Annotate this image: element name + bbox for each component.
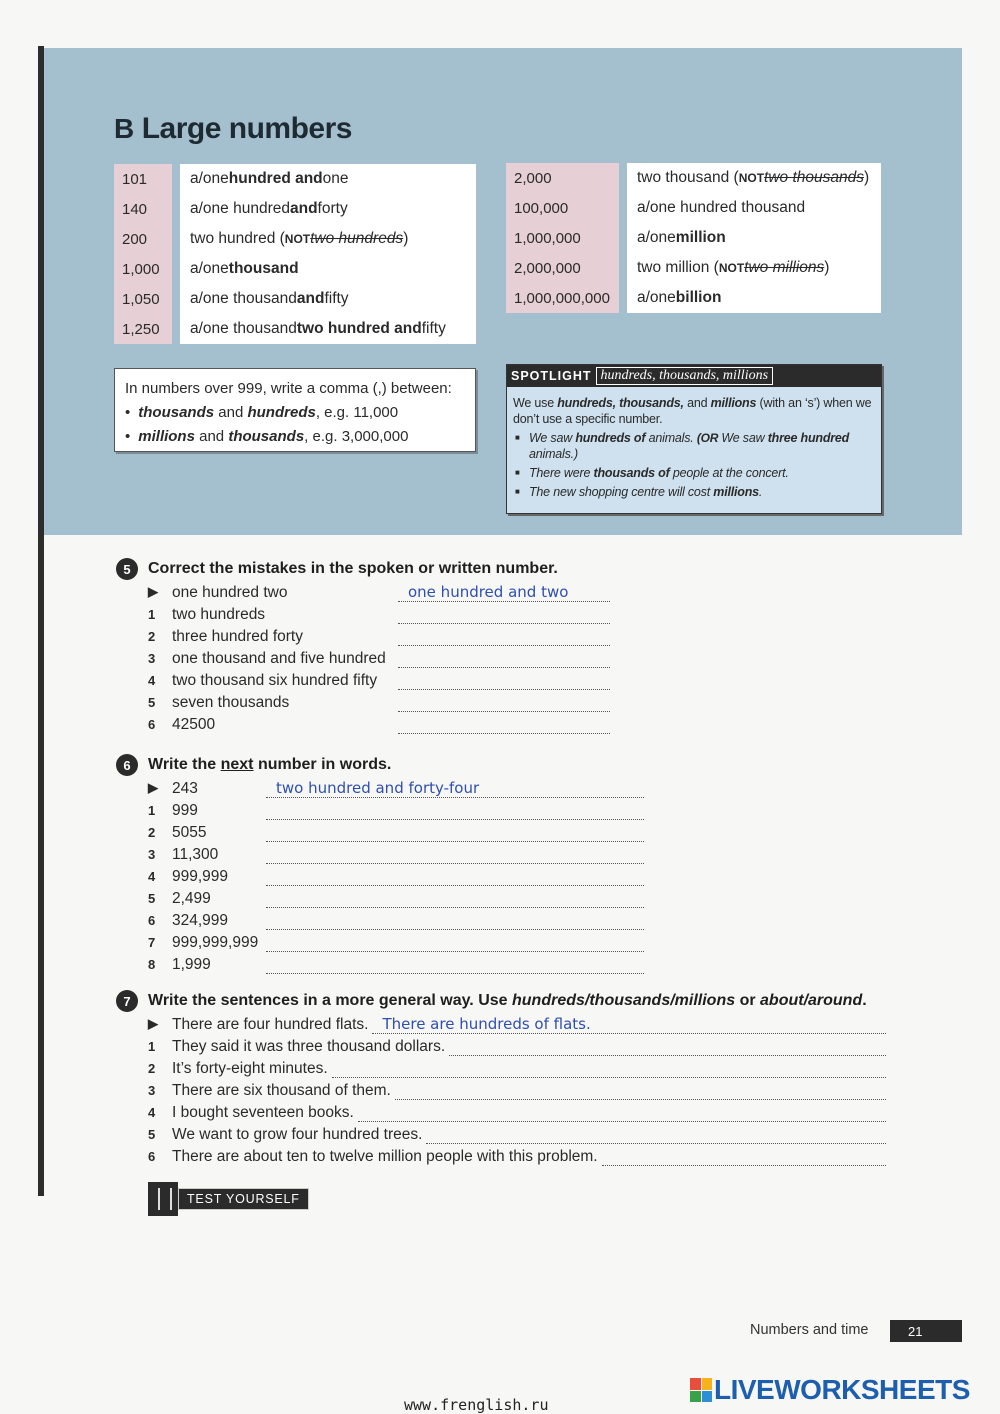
section-heading: Large numbers	[141, 112, 352, 145]
words-cell	[180, 164, 476, 194]
exercise-item	[148, 1034, 886, 1056]
exercise-item	[148, 1056, 886, 1078]
text-run: and	[296, 290, 325, 307]
words-cell	[180, 194, 476, 224]
text-run: one	[322, 170, 349, 187]
spotlight-example	[513, 484, 875, 500]
number-cell: 101	[114, 164, 172, 194]
exercise-item	[148, 580, 616, 602]
section-letter: B	[114, 113, 134, 144]
text-run: There were	[529, 466, 594, 480]
text-run: forty	[317, 200, 348, 217]
text-run: two hundred (	[190, 230, 285, 247]
answer-field[interactable]	[398, 606, 610, 624]
answer-field[interactable]	[398, 672, 610, 690]
words-cell	[627, 283, 881, 313]
numbers-table-row	[114, 164, 476, 194]
answer-field[interactable]: There are hundreds of flats.	[372, 1016, 886, 1034]
exercise-6-heading	[116, 754, 646, 776]
item-marker: 6	[148, 913, 156, 928]
spotlight-label: SPOTLIGHT	[511, 369, 592, 383]
text-run: (with an ‘s’) when we don’t use a specific number.	[513, 396, 872, 426]
number-cell: 2,000,000	[506, 253, 619, 283]
exercise-7	[116, 990, 886, 1166]
item-marker: 3	[148, 651, 156, 666]
text-run: The new shopping centre will cost	[529, 485, 714, 499]
answer-field[interactable]	[398, 628, 610, 646]
item-marker: 1	[148, 1039, 156, 1054]
text-run: a/one	[637, 289, 676, 306]
text-run: a/one	[190, 170, 229, 187]
text-run: a/one	[190, 260, 229, 277]
number-cell: 2,000	[506, 163, 619, 193]
text-run: NOT	[718, 261, 745, 275]
item-prompt: seven thousands	[172, 694, 290, 711]
text-run: NOT	[284, 232, 311, 246]
exercise-7-heading	[116, 990, 886, 1012]
words-cell	[627, 163, 881, 193]
item-prompt: 324,999	[172, 912, 229, 929]
words-cell	[180, 254, 476, 284]
exercise-item	[148, 712, 616, 734]
text-run: hundreds, thousands,	[557, 396, 684, 410]
item-prompt: It’s forty-eight minutes.	[172, 1060, 328, 1077]
text-run: millions	[713, 485, 759, 499]
answer-field[interactable]	[395, 1082, 886, 1100]
text-run: and	[194, 428, 229, 445]
text-run: (OR	[696, 431, 722, 445]
text-run: two thousands	[764, 169, 864, 186]
answer-field[interactable]	[358, 1104, 886, 1122]
answer-field[interactable]	[398, 694, 610, 712]
exercise-number-badge: 6	[116, 754, 138, 776]
answer-field[interactable]	[266, 912, 644, 930]
answer-field[interactable]	[266, 890, 644, 908]
text-run: thousands	[228, 428, 305, 445]
exercise-item	[148, 690, 616, 712]
number-cell: 200	[114, 224, 172, 254]
exercise-item	[148, 820, 646, 842]
comma-rule-intro: In numbers over 999, write a comma (,) between:	[125, 380, 452, 397]
text-run: We saw	[721, 431, 768, 445]
spotlight-intro	[513, 395, 875, 427]
text-run: two millions	[744, 259, 825, 276]
numbers-table-row	[506, 283, 881, 313]
exercise-item	[148, 1078, 886, 1100]
item-prompt: There are about ten to twelve million people with this problem.	[172, 1148, 598, 1165]
exercise-item	[148, 624, 616, 646]
item-prompt: 243	[172, 780, 198, 797]
answer-field[interactable]	[449, 1038, 886, 1056]
exercise-6-instruction-post: number in words.	[257, 756, 392, 773]
test-yourself-label: TEST YOURSELF	[178, 1188, 309, 1210]
text-run: a/one thousand	[190, 290, 297, 307]
numbers-table-left	[114, 164, 476, 344]
item-prompt: one thousand and five hundred	[172, 650, 386, 667]
item-marker: 4	[148, 1105, 156, 1120]
item-prompt: They said it was three thousand dollars.	[172, 1038, 446, 1055]
exercise-7-instruction	[148, 992, 867, 1010]
exercise-item	[148, 842, 646, 864]
answer-field[interactable]	[266, 824, 644, 842]
text-run: hundreds	[247, 404, 316, 421]
text-run: NOT	[738, 171, 765, 185]
text-run: , e.g. 3,000,000	[304, 428, 409, 445]
text-run: hundreds/thousands/millions	[512, 992, 736, 1009]
item-prompt: 999,999,999	[172, 934, 259, 951]
text-run: a/one hundred	[190, 200, 290, 217]
spotlight-body	[507, 387, 881, 500]
exercise-item	[148, 668, 616, 690]
text-run: )	[824, 259, 830, 276]
exercise-5-items	[148, 580, 616, 734]
item-marker: 5	[148, 1127, 156, 1142]
text-run: million	[675, 229, 726, 246]
number-cell: 100,000	[506, 193, 619, 223]
answer-field[interactable]	[398, 716, 610, 734]
answer-field[interactable]	[266, 802, 644, 820]
text-run: hundred and	[228, 170, 323, 187]
answer-field[interactable]: two hundred and forty-four	[266, 780, 644, 798]
exercise-6-instruction-underlined: next	[220, 756, 254, 773]
answer-field[interactable]	[398, 650, 610, 668]
text-run: thousands of	[593, 466, 670, 480]
text-run: people at the concert.	[669, 466, 789, 480]
text-run: about/around	[760, 992, 863, 1009]
text-run: thousands	[138, 404, 215, 421]
spotlight-header	[507, 365, 881, 387]
page-number: 21	[890, 1320, 962, 1342]
exercise-7-items	[148, 1012, 886, 1166]
text-run: millions	[710, 396, 757, 410]
exercise-item	[148, 930, 646, 952]
comma-rule-box	[114, 368, 476, 452]
text-run: fifty	[421, 320, 446, 337]
text-run: or	[735, 992, 761, 1009]
item-prompt: There are four hundred flats.	[172, 1016, 369, 1033]
answer-field[interactable]	[602, 1148, 886, 1166]
item-prompt: 42500	[172, 716, 216, 733]
spotlight-example	[513, 430, 875, 462]
item-prompt: one hundred two	[172, 584, 288, 601]
item-marker: 4	[148, 869, 156, 884]
text-run: )	[864, 169, 870, 186]
number-cell: 1,050	[114, 284, 172, 314]
exercise-item	[148, 602, 616, 624]
numbers-table-row	[114, 284, 476, 314]
numbers-table-row	[114, 194, 476, 224]
answer-field[interactable]	[266, 846, 644, 864]
spotlight-box	[506, 364, 882, 514]
text-run: millions	[138, 428, 195, 445]
text-run: hundreds of	[575, 431, 646, 445]
item-marker: 1	[148, 607, 156, 622]
words-cell	[627, 253, 881, 283]
exercise-item	[148, 646, 616, 668]
numbers-table-right	[506, 163, 881, 313]
spotlight-example	[513, 465, 875, 481]
item-marker: 4	[148, 673, 156, 688]
comma-rule-item	[125, 401, 465, 425]
numbers-table-row	[114, 314, 476, 344]
text-run: a/one hundred thousand	[637, 199, 806, 216]
number-cell: 1,250	[114, 314, 172, 344]
words-cell	[180, 314, 476, 344]
text-run: two hundreds	[310, 230, 404, 247]
item-marker: 8	[148, 957, 156, 972]
site-url: www.frenglish.ru	[404, 1396, 549, 1414]
exercise-item	[148, 886, 646, 908]
exercise-item	[148, 798, 646, 820]
text-run: two hundred and	[296, 320, 422, 337]
exercise-6	[116, 754, 646, 974]
item-marker: 2	[148, 825, 156, 840]
footer-section-name: Numbers and time	[750, 1322, 869, 1338]
item-marker: ▶	[148, 1016, 158, 1031]
item-marker: 1	[148, 803, 156, 818]
text-run: animals.	[645, 431, 697, 445]
exercise-item	[148, 1144, 886, 1166]
text-run: three hundred	[767, 431, 850, 445]
numbers-table-row	[114, 254, 476, 284]
item-marker: 2	[148, 629, 156, 644]
text-run: animals.)	[529, 447, 578, 461]
exercise-5-heading	[116, 558, 616, 580]
liveworksheets-brand	[690, 1374, 970, 1406]
number-cell: 1,000,000	[506, 223, 619, 253]
text-run: billion	[675, 289, 722, 306]
numbers-table-row	[114, 224, 476, 254]
test-yourself-button[interactable]	[148, 1182, 309, 1216]
exercise-item	[148, 1100, 886, 1122]
numbers-table-row	[506, 193, 881, 223]
numbers-table-row	[506, 163, 881, 193]
text-run: a/one thousand	[190, 320, 297, 337]
item-prompt: two thousand six hundred fifty	[172, 672, 378, 689]
brand-name: LIVEWORKSHEETS	[714, 1374, 970, 1405]
comma-rule-item	[125, 425, 465, 449]
item-marker: 3	[148, 847, 156, 862]
item-prompt: 999,999	[172, 868, 229, 885]
item-prompt: 11,300	[172, 846, 219, 863]
exercise-item	[148, 908, 646, 930]
words-cell	[180, 224, 476, 254]
item-marker: ▶	[148, 780, 158, 795]
text-run: Write the sentences in a more general way. Use	[148, 992, 512, 1009]
exercise-6-instruction-pre: Write the	[148, 756, 217, 773]
answer-field[interactable]	[426, 1126, 886, 1144]
item-prompt: 2,499	[172, 890, 211, 907]
exercise-item	[148, 952, 646, 974]
words-cell	[627, 193, 881, 223]
text-run: We use	[513, 396, 558, 410]
text-run: two thousand (	[637, 169, 739, 186]
text-run: thousand	[228, 260, 299, 277]
exercise-item	[148, 864, 646, 886]
comma-rule-list	[125, 401, 465, 449]
text-run: , e.g. 11,000	[315, 404, 399, 421]
number-cell: 1,000	[114, 254, 172, 284]
text-run: two million (	[637, 259, 719, 276]
text-run: )	[403, 230, 409, 247]
item-prompt: 999	[172, 802, 198, 819]
item-marker: 3	[148, 1083, 156, 1098]
item-marker: 5	[148, 695, 156, 710]
exercise-5	[116, 558, 616, 734]
item-prompt: We want to grow four hundred trees.	[172, 1126, 423, 1143]
exercise-number-badge: 7	[116, 990, 138, 1012]
answer-field[interactable]	[332, 1060, 886, 1078]
text-run: .	[758, 485, 763, 499]
item-prompt: There are six thousand of them.	[172, 1082, 391, 1099]
section-title	[114, 112, 352, 146]
item-marker: 6	[148, 717, 156, 732]
answer-field[interactable]	[266, 934, 644, 952]
text-run: and	[683, 396, 711, 410]
answer-field[interactable]: one hundred and two	[398, 584, 610, 602]
exercise-5-instruction: Correct the mistakes in the spoken or written number.	[148, 560, 558, 577]
item-prompt: three hundred forty	[172, 628, 303, 645]
notebook-icon	[148, 1182, 178, 1216]
item-marker: ▶	[148, 584, 158, 599]
answer-field[interactable]	[266, 868, 644, 886]
exercise-item	[148, 1122, 886, 1144]
liveworksheets-logo-icon	[690, 1378, 712, 1402]
item-marker: 5	[148, 891, 156, 906]
answer-field[interactable]	[266, 956, 644, 974]
exercise-number-badge: 5	[116, 558, 138, 580]
number-cell: 140	[114, 194, 172, 224]
words-cell	[180, 284, 476, 314]
item-prompt: 5055	[172, 824, 207, 841]
spotlight-examples	[513, 430, 875, 500]
spotlight-topic: hundreds, thousands, millions	[596, 367, 774, 385]
numbers-table-row	[506, 223, 881, 253]
item-prompt: I bought seventeen books.	[172, 1104, 354, 1121]
item-marker: 6	[148, 1149, 156, 1164]
exercise-item	[148, 776, 646, 798]
text-run: and	[214, 404, 248, 421]
item-marker: 7	[148, 935, 156, 950]
text-run: a/one	[637, 229, 676, 246]
text-run: .	[862, 992, 867, 1009]
exercise-6-items	[148, 776, 646, 974]
numbers-table-row	[506, 253, 881, 283]
text-run: We saw	[529, 431, 576, 445]
item-prompt: two hundreds	[172, 606, 266, 623]
item-marker: 2	[148, 1061, 156, 1076]
text-run: fifty	[324, 290, 349, 307]
item-prompt: 1,999	[172, 956, 211, 973]
text-run: and	[289, 200, 318, 217]
words-cell	[627, 223, 881, 253]
exercise-item	[148, 1012, 886, 1034]
number-cell: 1,000,000,000	[506, 283, 619, 313]
